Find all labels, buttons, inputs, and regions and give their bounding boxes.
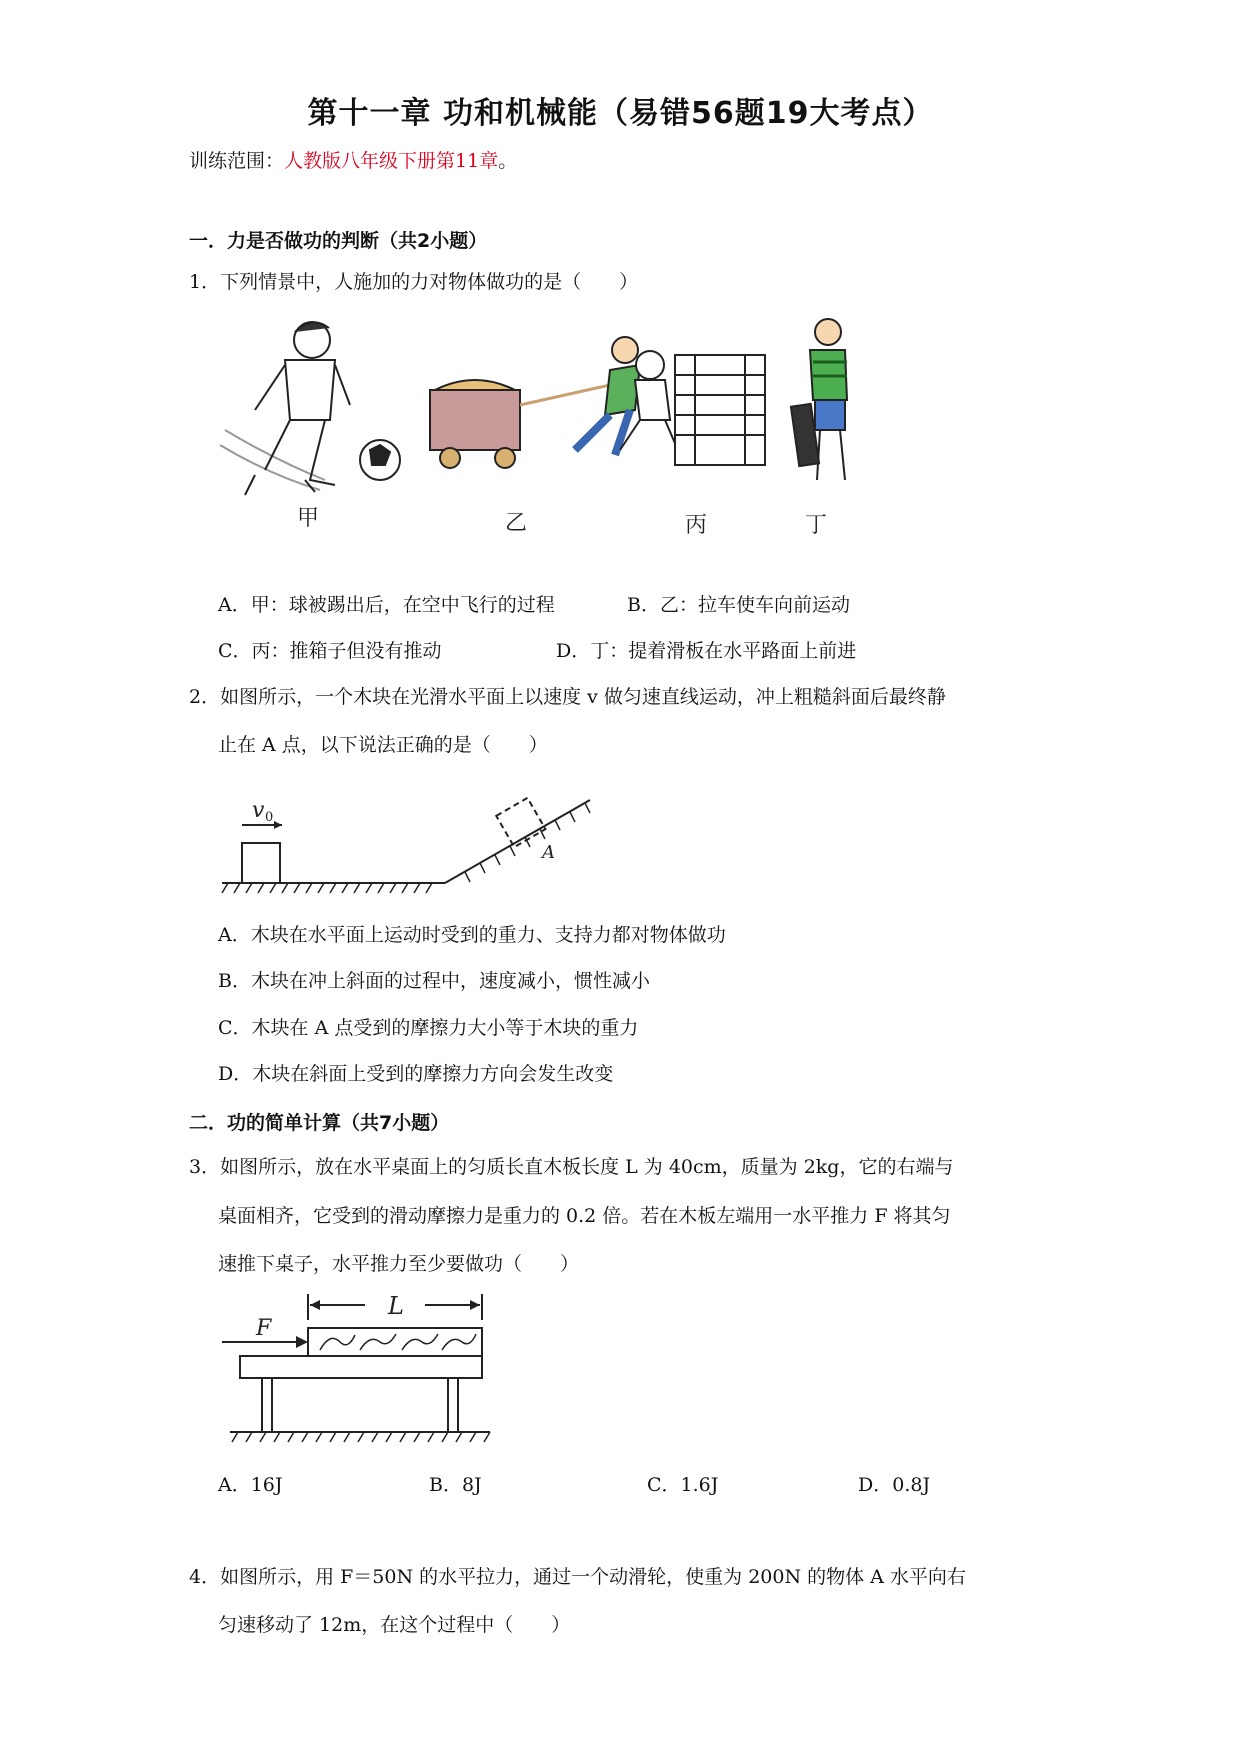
q3-option-a[interactable]: A．16J (218, 1474, 283, 1496)
question-3-figure (220, 1290, 500, 1450)
figure-label-bing: 丙 (685, 513, 708, 538)
point-a-label: A (542, 842, 555, 863)
page-title: 第十一章 功和机械能（易错56题19大考点） (307, 96, 934, 131)
figure-label-ding: 丁 (805, 513, 828, 538)
q3-option-b[interactable]: B．8J (429, 1474, 482, 1496)
figure-label-yi: 乙 (505, 511, 528, 536)
figure-cart-pull (430, 337, 640, 468)
section-heading-1: 一．力是否做功的判断（共2小题） (189, 230, 488, 252)
figure-skateboard-carry (791, 319, 847, 480)
question-3-stem-line-3: 速推下桌子，水平推力至少要做功（ ） (218, 1253, 580, 1275)
q2-option-b[interactable]: B．木块在冲上斜面的过程中，速度减小，惯性减小 (218, 970, 650, 992)
q1-option-b[interactable]: B．乙：拉车使车向前运动 (627, 594, 850, 616)
velocity-subscript: 0 (265, 810, 274, 825)
question-3-stem-line-1: 3．如图所示，放在水平桌面上的匀质长直木板长度 L 为 40cm，质量为 2kg，它的右端与 (189, 1156, 954, 1178)
q2-option-d[interactable]: D．木块在斜面上受到的摩擦力方向会发生改变 (218, 1063, 614, 1085)
q2-option-c[interactable]: C．木块在 A 点受到的摩擦力大小等于木块的重力 (218, 1017, 639, 1039)
question-4-stem-line-1: 4．如图所示，用 F＝50N 的水平拉力，通过一个动滑轮，使重为 200N 的物体 A 水平向右 (189, 1566, 966, 1588)
figure-label-jia: 甲 (297, 506, 320, 531)
question-1-stem: 1．下列情景中，人施加的力对物体做功的是（ ） (189, 271, 639, 293)
q2-option-a[interactable]: A．木块在水平面上运动时受到的重力、支持力都对物体做功 (218, 924, 726, 946)
scope-value: 人教版八年级下册第11章 (284, 150, 499, 172)
scope-label: 训练范围： (189, 150, 285, 172)
q1-option-d[interactable]: D．丁：提着滑板在水平路面上前进 (556, 640, 857, 662)
question-1-figure (215, 310, 955, 550)
q3-option-d[interactable]: D．0.8J (858, 1474, 931, 1496)
force-label: F (256, 1316, 272, 1341)
figure-box-push (620, 351, 765, 465)
question-2-stem-line-2: 止在 A 点，以下说法正确的是（ ） (218, 734, 548, 756)
question-2-figure (220, 785, 600, 900)
section-heading-2: 二．功的简单计算（共7小题） (189, 1112, 450, 1134)
velocity-label: v (252, 798, 265, 823)
question-3-stem-line-2: 桌面相齐，它受到的滑动摩擦力是重力的 0.2 倍。若在木板左端用一水平推力 F 将其匀 (218, 1205, 951, 1227)
scope-end: 。 (498, 150, 518, 172)
length-label: L (388, 1292, 404, 1320)
block (242, 843, 280, 883)
q1-option-c[interactable]: C．丙：推箱子但没有推动 (218, 640, 442, 662)
question-2-stem-line-1: 2．如图所示，一个木块在光滑水平面上以速度 v 做匀速直线运动，冲上粗糙斜面后最终静 (189, 686, 946, 708)
figure-kicking-boy (220, 322, 400, 495)
question-4-stem-line-2: 匀速移动了 12m，在这个过程中（ ） (218, 1614, 571, 1636)
training-scope (189, 148, 517, 174)
table-top (240, 1356, 482, 1378)
q3-option-c[interactable]: C．1.6J (647, 1474, 719, 1496)
q1-option-a[interactable]: A．甲：球被踢出后，在空中飞行的过程 (218, 594, 555, 616)
wooden-board (308, 1328, 482, 1356)
